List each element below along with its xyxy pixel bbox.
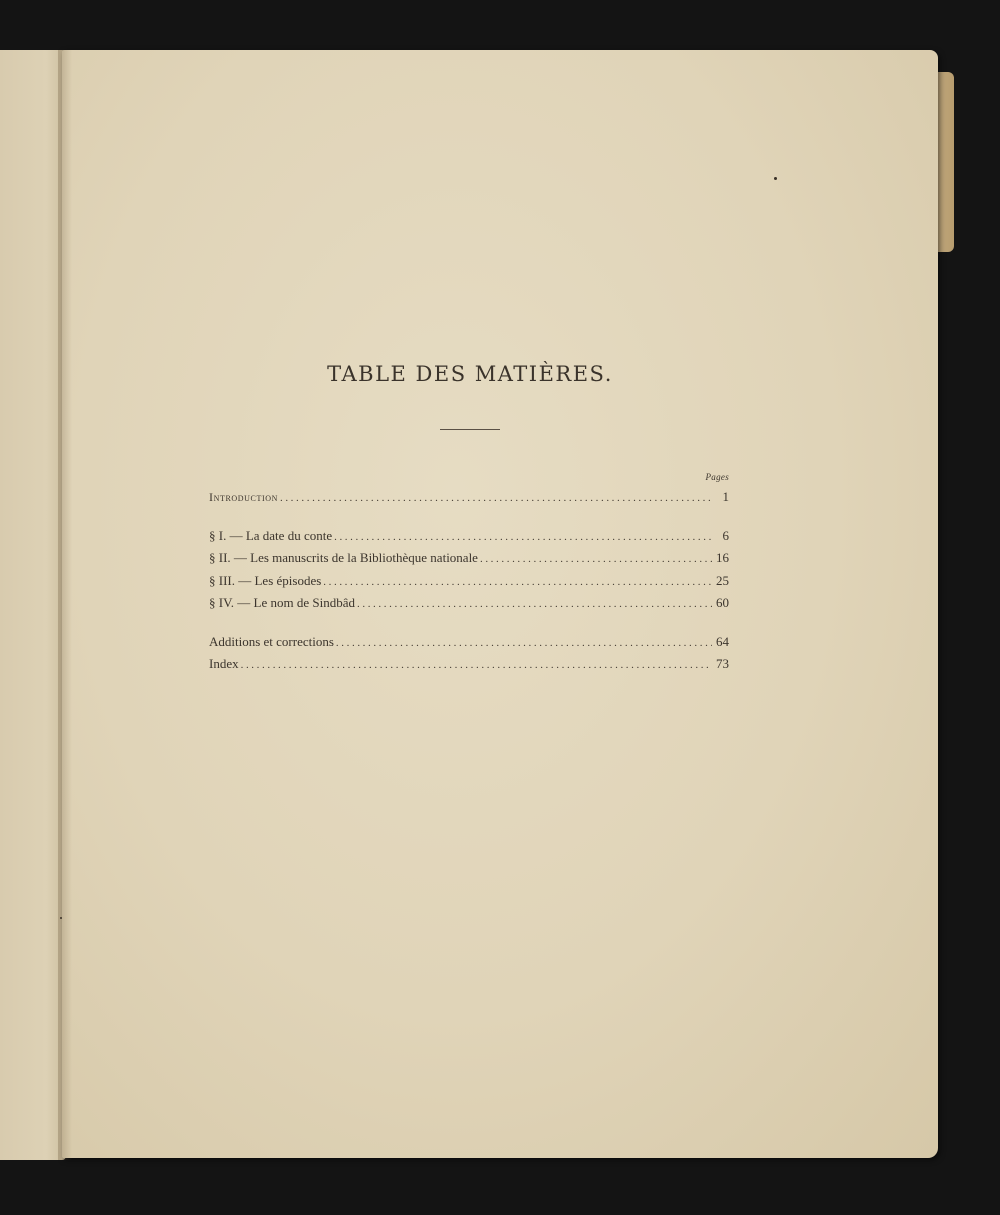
dot-leader — [334, 526, 712, 549]
title-rule — [440, 429, 500, 430]
dot-leader — [323, 571, 712, 594]
previous-page-edge — [0, 50, 66, 1160]
toc-entry-index — [209, 653, 729, 676]
toc-entry-page: 64 — [716, 633, 729, 649]
toc-entry-label: § III. — Les épisodes — [209, 572, 322, 588]
toc-entry-page: 25 — [716, 572, 729, 588]
toc-entry-label: § II. — Les manuscrits de la Bibliothèque nationale — [209, 550, 478, 565]
paper-speck — [774, 177, 777, 180]
toc-entry-label: § IV. — Le nom de Sindbâd — [209, 595, 355, 610]
toc-entry-label: Introduction — [209, 490, 278, 504]
toc-entry-label: Index — [209, 656, 239, 671]
table-of-contents — [209, 472, 729, 676]
toc-entry-introduction — [209, 486, 729, 509]
page-title: TABLE DES MATIÈRES. — [327, 362, 613, 386]
toc-entry-page: 60 — [716, 595, 729, 610]
toc-entry-page: 73 — [716, 656, 729, 671]
spacer — [209, 509, 729, 525]
toc-entry-page: 1 — [722, 489, 729, 504]
toc-entry-label: Additions et corrections — [209, 633, 334, 649]
dot-leader — [357, 593, 712, 616]
toc-entry-additions — [209, 631, 729, 654]
dot-leader — [280, 487, 712, 510]
toc-entry-section-3 — [209, 570, 729, 593]
toc-entry-page: 16 — [716, 550, 729, 565]
toc-entry-section-1 — [209, 525, 729, 548]
toc-entry-section-4 — [209, 592, 729, 615]
pages-column-header: Pages — [705, 472, 729, 482]
toc-entry-section-2 — [209, 547, 729, 570]
toc-entry-page: 6 — [722, 527, 729, 543]
dot-leader — [241, 654, 712, 677]
toc-entry-label: § I. — La date du conte — [209, 527, 333, 543]
spacer — [209, 615, 729, 631]
paper-speck — [60, 917, 62, 919]
dot-leader — [336, 632, 712, 655]
dot-leader — [480, 548, 712, 571]
page-gutter-shadow — [58, 50, 72, 1160]
